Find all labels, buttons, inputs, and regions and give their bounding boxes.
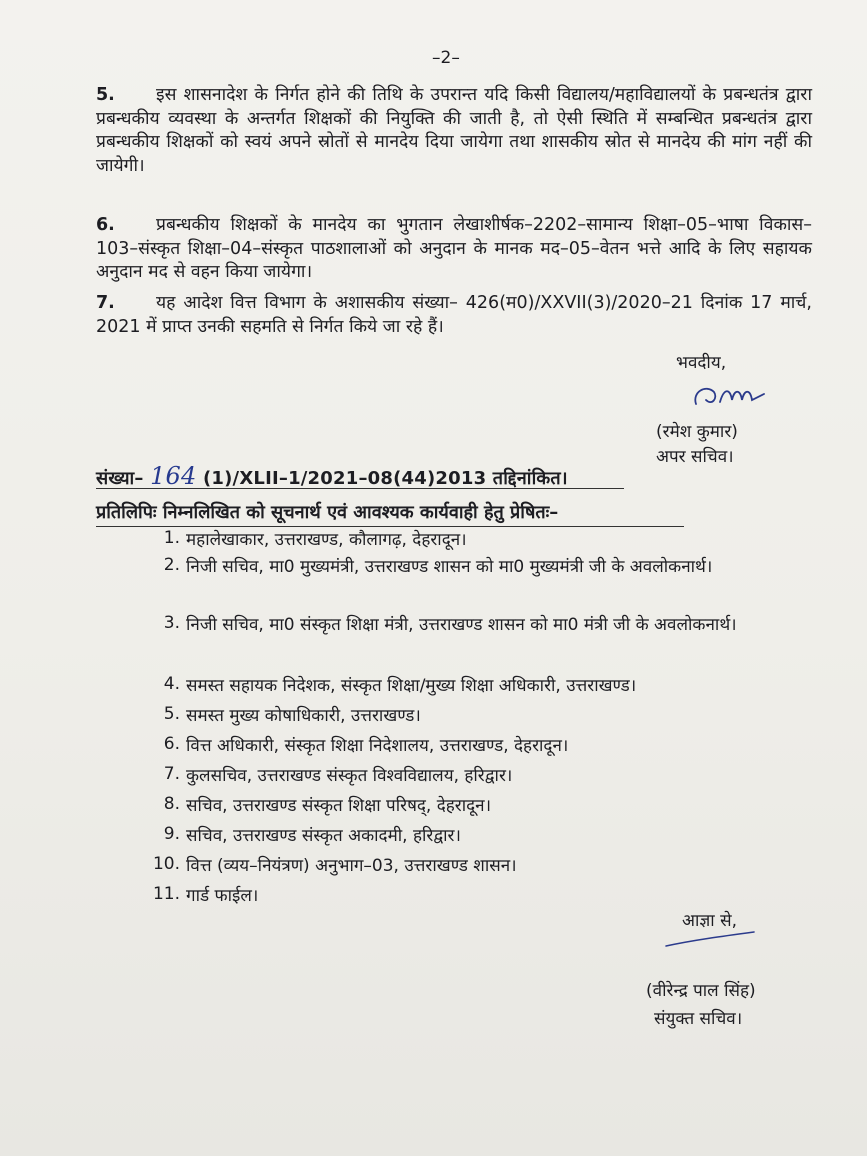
page-number: –2– [432,48,460,68]
signatory2-name: (वीरेन्द्र पाल सिंह) [646,981,756,1001]
handwritten-number: 164 [150,462,197,490]
paragraph-text: प्रबन्धकीय शिक्षकों के मानदेय का भुगतान लेखाशीर्षक–2202–सामान्य शिक्षा–05–भाषा विकास–103–संस्कृत शिक्षा–04–संस्कृत पाठशालाओं को अनुदान के मानक मद–05–वेतन भत्ते आदि के लिए सहायक अनुदान मद से वहन किया जायेगा। [96,215,812,282]
list-item: 10. वित्त (व्यय–नियंत्रण) अनुभाग–03, उत्तराखण्ड शासन। [152,854,517,876]
list-item: 4. समस्त सहायक निदेशक, संस्कृत शिक्षा/मुख्य शिक्षा अधिकारी, उत्तराखण्ड। [163,674,637,696]
list-item: 6. वित्त अधिकारी, संस्कृत शिक्षा निदेशालय, उत्तराखण्ड, देहरादून। [163,734,569,756]
signatory1-designation: अपर सचिव। [656,447,734,467]
list-item: 5. समस्त मुख्य कोषाधिकारी, उत्तराखण्ड। [163,704,421,726]
paragraph-text: यह आदेश वित्त विभाग के अशासकीय संख्या– 426(म0)/XXVII(3)/2020–21 दिनांक 17 मार्च, 2021 में प्राप्त उनकी सहमति से निर्गत किये जा रहे हैं। [96,293,812,337]
list-item: 7. कुलसचिव, उत्तराखण्ड संस्कृत विश्वविद्यालय, हरिद्वार। [163,764,513,786]
paragraph-6 [96,214,812,285]
signature-mark [690,378,770,416]
closing-bhavdiya: भवदीय, [676,353,727,373]
list-item: 9. सचिव, उत्तराखण्ड संस्कृत अकादमी, हरिद्वार। [163,824,461,846]
paragraph-number: 7. [96,293,115,313]
closing-aagya-se: आज्ञा से, [682,911,737,931]
list-item: 3. निजी सचिव, मा0 संस्कृत शिक्षा मंत्री, उत्तराखण्ड शासन को मा0 मंत्री जी के अवलोकनार्थ। [163,613,737,635]
list-item: 2. निजी सचिव, मा0 मुख्यमंत्री, उत्तराखण्ड शासन को मा0 मुख्यमंत्री जी के अवलोकनार्थ। [163,555,713,577]
paragraph-text: इस शासनादेश के निर्गत होने की तिथि के उपरान्त यदि किसी विद्यालय/महाविद्यालयों के प्रबन्धतंत्र द्वारा प्रबन्धकीय व्यवस्था के अन्तर्गत शिक्षकों की नियुक्ति की जाती है, तो ऐसी स्थिति में सम्बन्धित प्रबन्धतंत्र द्वारा प्रबन्धकीय शिक्षकों को स्वयं अपने स्रोतों से मानदेय दिया जायेगा तथा शासकीय स्रोत से मानदेय की मांग नहीं की जायेगी। [96,85,812,176]
paragraph-5 [96,84,812,178]
signatory1-name: (रमेश कुमार) [656,422,738,442]
paragraph-number: 6. [96,215,115,235]
signature-stroke [664,930,758,948]
reference-number [96,462,568,490]
list-item: 1. महालेखाकार, उत्तराखण्ड, कौलागढ़, देहरादून। [163,528,467,550]
signatory2-designation: संयुक्त सचिव। [654,1009,743,1029]
reference-underline [96,488,624,489]
reference-prefix: संख्या– [96,468,144,489]
copy-list [150,528,830,908]
list-item: 8. सचिव, उत्तराखण्ड संस्कृत शिक्षा परिषद्, देहरादून। [163,794,492,816]
paragraph-7 [96,292,812,339]
copy-heading: प्रतिलिपिः निम्नलिखित को सूचनार्थ एवं आवश्यक कार्यवाही हेतु प्रेषितः– [96,502,559,523]
paragraph-number: 5. [96,85,115,105]
copy-heading-underline [96,526,684,527]
reference-suffix: (1)/XLII–1/2021–08(44)2013 तद्दिनांकित। [202,468,568,489]
list-item: 11. गार्ड फाईल। [152,884,259,906]
